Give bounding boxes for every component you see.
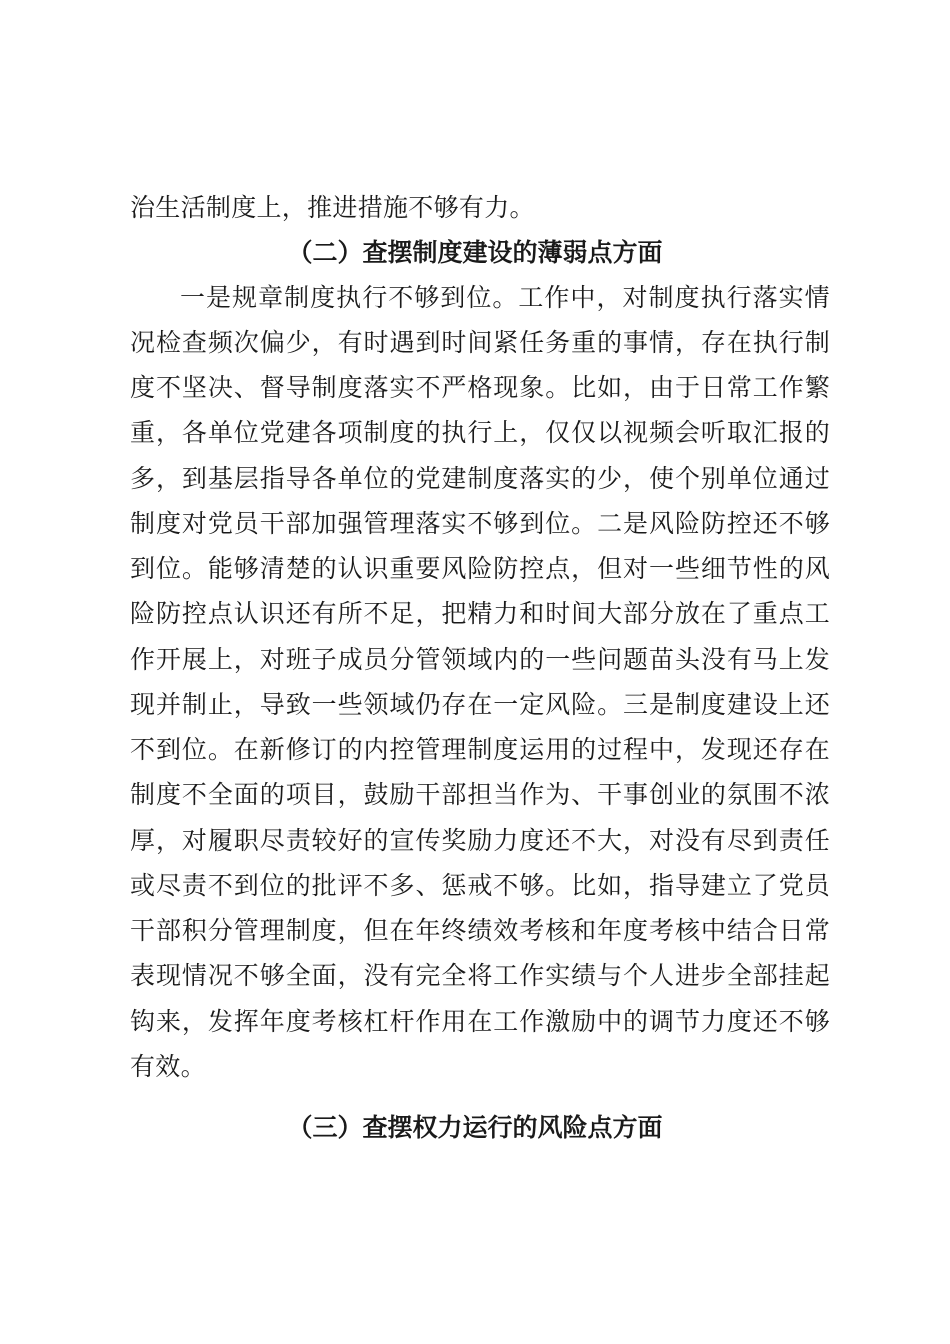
paragraph-line: 不到位。在新修订的内控管理制度运用的过程中，发现还存在 (130, 735, 830, 764)
paragraph-line: 一是规章制度执行不够到位。工作中，对制度执行落实情 (180, 283, 830, 312)
paragraph-line: 厚，对履职尽责较好的宣传奖励力度还不大，对没有尽到责任 (130, 826, 830, 855)
paragraph-line: 制度对党员干部加强管理落实不够到位。二是风险防控还不够 (130, 509, 830, 538)
paragraph-line: 或尽责不到位的批评不多、惩戒不够。比如，指导建立了党员 (130, 871, 830, 900)
section-heading-3: （三）查摆权力运行的风险点方面 (287, 1113, 663, 1142)
paragraph-line: 钩来，发挥年度考核杠杆作用在工作激励中的调节力度还不够 (130, 1007, 830, 1036)
paragraph-line: 重，各单位党建各项制度的执行上，仅仅以视频会听取汇报的 (130, 418, 830, 447)
paragraph-line: 况检查频次偏少，有时遇到时间紧任务重的事情，存在执行制 (130, 328, 830, 357)
paragraph-line: 现并制止，导致一些领域仍存在一定风险。三是制度建设上还 (130, 690, 830, 719)
paragraph-line: 有效。 (130, 1052, 206, 1081)
paragraph-line: 表现情况不够全面，没有完全将工作实绩与个人进步全部挂起 (130, 961, 830, 990)
paragraph-line: 干部积分管理制度，但在年终绩效考核和年度考核中结合日常 (130, 916, 830, 945)
paragraph-line: 险防控点认识还有所不足，把精力和时间大部分放在了重点工 (130, 599, 830, 628)
paragraph-line: 制度不全面的项目，鼓励干部担当作为、干事创业的氛围不浓 (130, 780, 830, 809)
paragraph-line: 作开展上，对班子成员分管领域内的一些问题苗头没有马上发 (130, 645, 830, 674)
paragraph-line: 度不坚决、督导制度落实不严格现象。比如，由于日常工作繁 (130, 373, 830, 402)
section-heading-2: （二）查摆制度建设的薄弱点方面 (287, 238, 663, 267)
paragraph-line: 多，到基层指导各单位的党建制度落实的少，使个别单位通过 (130, 464, 830, 493)
continuation-line: 治生活制度上，推进措施不够有力。 (130, 193, 535, 222)
paragraph-line: 到位。能够清楚的认识重要风险防控点，但对一些细节性的风 (130, 554, 830, 583)
